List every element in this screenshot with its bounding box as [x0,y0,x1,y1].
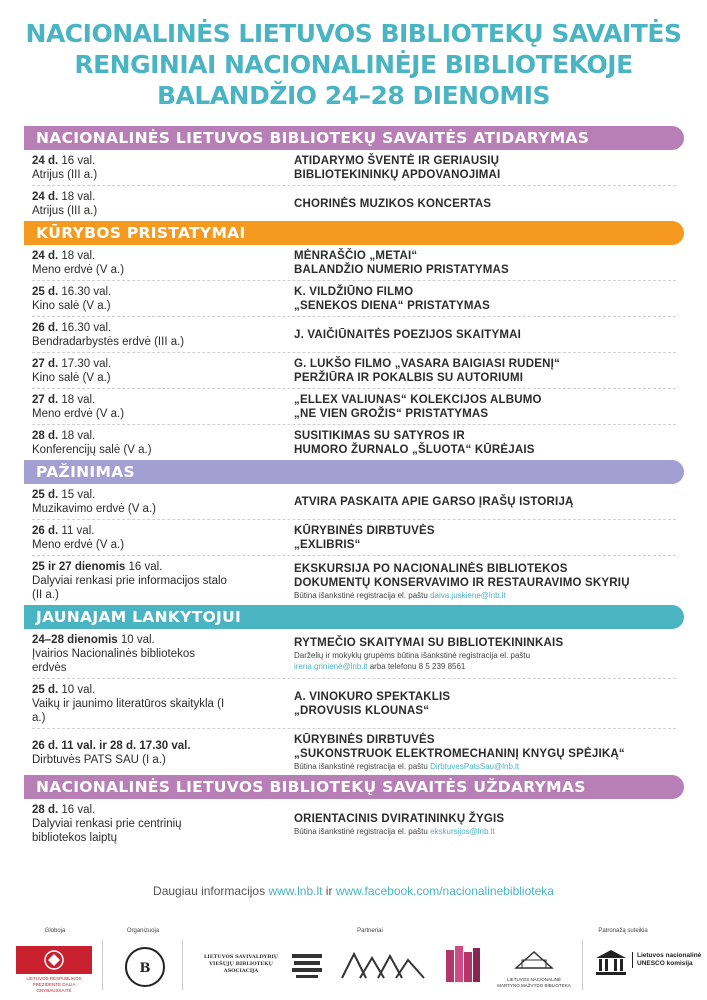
event-when [32,186,294,221]
event-time: 15 val. [58,489,96,501]
event-title-line-2: DOKUMENTŲ KONSERVAVIMO IR RESTAURAVIMO SKYRIŲ [294,576,630,589]
more-info-middle: ir [322,884,336,898]
event-title [294,245,676,280]
event-when [32,317,294,352]
facebook-link[interactable]: www.facebook.com/nacionalinebiblioteka [335,884,554,898]
event-place: Dirbtuvės PATS SAU (I a.) [32,753,166,766]
event-title [294,281,676,316]
event-title-line-2: „EXLIBRIS“ [294,539,361,551]
event-place: Dalyviai renkasi prie informacijos stalo (II a.) [32,575,227,601]
event-title [294,629,676,678]
section-events [24,484,684,605]
event-when [32,520,294,555]
title-line-2: RENGINIAI NACIONALINĖJE BIBLIOTEKOJE [74,50,633,79]
event-date: 27 d. [32,394,59,406]
lnb-small-text: LIETUVOS NACIONALINĖ MARTYNO MAŽVYDO BIBLIOTEKA [497,977,571,988]
section-header: PAŽINIMAS [24,460,684,484]
registration-note [294,590,676,601]
event-place: Kino salė (V a.) [32,300,111,312]
event-title [294,353,676,388]
event-title-line-1: EKSKURSIJA PO NACIONALINĖS BIBLIOTEKOS [294,562,568,575]
event-title-line-1: SUSITIKIMAS SU SATYROS IR [294,430,465,442]
event-row [32,556,676,605]
registration-note [294,650,554,672]
event-row [32,353,676,389]
event-time: 16 val. [58,155,96,167]
title-line-1: NACIONALINĖS LIETUVOS BIBLIOTEKŲ SAVAITĖS [25,19,682,48]
event-title-line-2: „SUKONSTRUOK ELEKTROMECHANINĮ KNYGŲ SPĖJIKĄ“ [294,748,625,760]
event-row [32,799,676,848]
event-when [32,353,294,388]
title-line-3: BALANDŽIO 24–28 DIENOMIS [156,81,551,110]
event-date: 24 d. [32,250,59,262]
event-title [294,679,676,728]
event-title-line-2: BALANDŽIO NUMERIO PRISTATYMAS [294,264,509,276]
unesco-temple-icon [594,948,628,978]
globoja-label: Globoja [44,928,66,934]
event-title [294,150,676,185]
section-header: JAUNAJAM LANKYTOJUI [24,605,684,629]
event-title-line-1: ATVIRA PASKAITA APIE GARSO ĮRAŠŲ ISTORIJĄ [294,496,574,508]
event-place: Meno erdvė (V a.) [32,408,125,420]
event-title-line-1: CHORINĖS MUZIKOS KONCERTAS [294,198,492,210]
event-title-line-1: KŪRYBINĖS DIRBTUVĖS [294,734,435,746]
note-text: Būtina išankstinė registracija el. paštu [294,590,431,600]
event-date: 25 d. [32,489,59,501]
event-row [32,186,676,221]
website-link[interactable]: www.lnb.lt [268,884,323,898]
email-link[interactable]: irena.grinienė@lnb.lt [294,662,368,671]
event-when [32,556,294,605]
section-header: NACIONALINĖS LIETUVOS BIBLIOTEKŲ SAVAITĖS ATIDARYMAS [24,126,684,150]
event-date: 25 d. [32,684,59,696]
event-title-line-1: MĖNRAŠČIO „METAI“ [294,250,418,262]
more-info-prefix: Daugiau informacijos [153,884,269,898]
event-title-line-1: RYTMEČIO SKAITYMAI SU BIBLIOTEKININKAIS [294,637,564,649]
event-title [294,799,676,848]
event-row [32,389,676,425]
section-header: KŪRYBOS PRISTATYMAI [24,221,684,245]
event-title [294,729,676,775]
event-when [32,245,294,280]
event-time: 18 val. [58,250,96,262]
event-when [32,389,294,424]
event-row [32,425,676,460]
event-when [32,629,294,678]
event-date: 26 d. 11 val. ir 28 d. 17.30 val. [32,739,191,752]
event-title-line-1: ORIENTACINIS DVIRATININKŲ ŽYGIS [294,812,505,825]
event-when [32,729,294,775]
event-row [32,150,676,186]
coat-of-arms-icon [16,946,92,974]
event-place: Atrijus (III a.) [32,205,98,217]
lsvba-logo-text: LIETUVOS SAVIVALDYBIŲ VIEŠŲJŲ BIBLIOTEKŲ ASOCIACIJA [203,954,279,974]
event-date: 26 d. [32,525,59,537]
library-building-icon [496,946,572,972]
registration-note [294,761,676,772]
section-events [24,150,684,221]
event-title [294,425,676,460]
event-time: 10 val. [117,634,155,646]
event-title [294,389,676,424]
svg-text:B: B [139,961,151,976]
event-title [294,520,676,555]
president-text: LIETUVOS RESPUBLIKOS PREZIDENTĖ DALIA GRYBAUSKAITĖ [26,976,82,993]
event-title-line-2: „NE VIEN GROŽIS“ PRISTATYMAS [294,408,489,420]
event-time: 17.30 val. [58,358,112,370]
event-title-line-1: A. VINOKURO SPEKTAKLIS [294,691,451,703]
event-row [32,484,676,520]
lnb-emblem-icon [124,946,166,988]
event-title-line-2: HUMORO ŽURNALO „ŠLUOTA“ KŪRĖJAIS [294,444,535,456]
event-place: Muzikavimo erdvė (V a.) [32,503,156,515]
event-place: Įvairios Nacionalinės bibliotekos erdvės [32,648,195,674]
event-title-line-2: BIBLIOTEKININKŲ APDOVANOJIMAI [294,169,501,181]
note-phone: arba telefonu 8 5 239 8561 [367,662,466,671]
event-title-line-1: J. VAIČIŪNAITĖS POEZIJOS SKAITYMAI [294,329,522,341]
event-title-line-1: „ELLEX VALIUNAS“ KOLEKCIJOS ALBUMO [294,394,542,406]
event-place: Meno erdvė (V a.) [32,264,125,276]
event-time: 18 val. [58,430,96,442]
event-title [294,317,676,352]
event-time: 16.30 val. [58,286,112,298]
event-date: 24–28 dienomis [32,634,118,646]
lnb-small-logo [496,946,572,989]
event-place: Atrijus (III a.) [32,169,98,181]
event-time: 10 val. [58,684,96,696]
lmba-logo-icon [446,946,480,986]
event-title-line-2: „DROVUSIS KLOUNAS“ [294,705,430,717]
event-time: 16.30 val. [58,322,112,334]
event-date: 28 d. [32,804,59,816]
lmba-partner-icon [338,948,428,982]
event-time: 18 val. [58,191,96,203]
event-title-line-1: ATIDARYMO ŠVENTĖ IR GERIAUSIŲ [294,155,500,167]
event-title [294,484,676,519]
event-title-line-1: G. LUKŠO FILMO „VASARA BAIGIASI RUDENĮ“ [294,358,560,370]
event-date: 25 d. [32,286,59,298]
event-place: Konferencijų salė (V a.) [32,444,152,456]
event-place: Meno erdvė (V a.) [32,539,125,551]
event-date: 24 d. [32,155,59,167]
event-row [32,281,676,317]
section-events [24,799,684,848]
note-text: Darželių ir mokyklų grupėms būtina išankstinė registracija el. paštu [294,651,531,660]
event-place: Vaikų ir jaunimo literatūros skaitykla (I a.) [32,698,225,724]
event-when [32,281,294,316]
event-time: 16 val. [58,804,96,816]
note-text: Būtina išankstinė registracija el. paštu [294,762,431,771]
events-list [24,126,684,848]
event-title-line-2: PERŽIŪRA IR POKALBIS SU AUTORIUMI [294,372,524,384]
event-date: 24 d. [32,191,59,203]
event-date: 26 d. [32,322,59,334]
event-place: Kino salė (V a.) [32,372,111,384]
organizuoja-label: Organizuoja [126,928,160,934]
event-row [32,520,676,556]
event-time: 18 val. [58,394,96,406]
event-date: 25 ir 27 dienomis [32,561,126,573]
more-info-line [0,884,707,898]
event-time: 16 val. [125,561,163,573]
event-place: Dalyviai renkasi prie centrinių bibliotekos laiptų [32,818,182,844]
event-title-line-2: „SENEKOS DIENA“ PRISTATYMAS [294,300,491,312]
partneriai-label: Partneriai [357,928,383,934]
president-logo [16,946,92,993]
note-text: Būtina išankstinė registracija el. paštu [294,826,431,836]
section-header: NACIONALINĖS LIETUVOS BIBLIOTEKŲ SAVAITĖS UŽDARYMAS [24,775,684,799]
event-when [32,150,294,185]
event-title-line-1: KŪRYBINĖS DIRBTUVĖS [294,525,435,537]
section-events [24,629,684,775]
page-title [0,18,707,111]
event-title [294,186,676,221]
event-row [32,729,676,775]
email-link[interactable]: ekskursijos@lnb.lt [430,826,495,836]
logos-strip [0,928,707,996]
event-row [32,629,676,679]
email-link[interactable]: DirbtuvesPatsSau@lnb.lt [430,762,520,771]
section-events [24,245,684,460]
email-link[interactable]: daiva.juskiene@lnb.lt [430,590,506,600]
event-time: 11 val. [58,525,95,537]
event-when [32,799,294,848]
event-row [32,317,676,353]
patronaza-label: Patronažą suteikia [598,928,648,934]
event-date: 28 d. [32,430,59,442]
books-stack-icon [290,950,324,980]
event-row [32,679,676,729]
event-row [32,245,676,281]
event-when [32,425,294,460]
event-title-line-1: K. VILDŽIŪNO FILMO [294,286,414,298]
event-date: 27 d. [32,358,59,370]
event-when [32,484,294,519]
event-place: Bendradarbystės erdvė (III a.) [32,336,185,348]
unesco-text: Lietuvos nacionalinė UNESCO komisija [632,952,703,968]
event-title [294,556,676,605]
event-when [32,679,294,728]
registration-note [294,826,676,837]
